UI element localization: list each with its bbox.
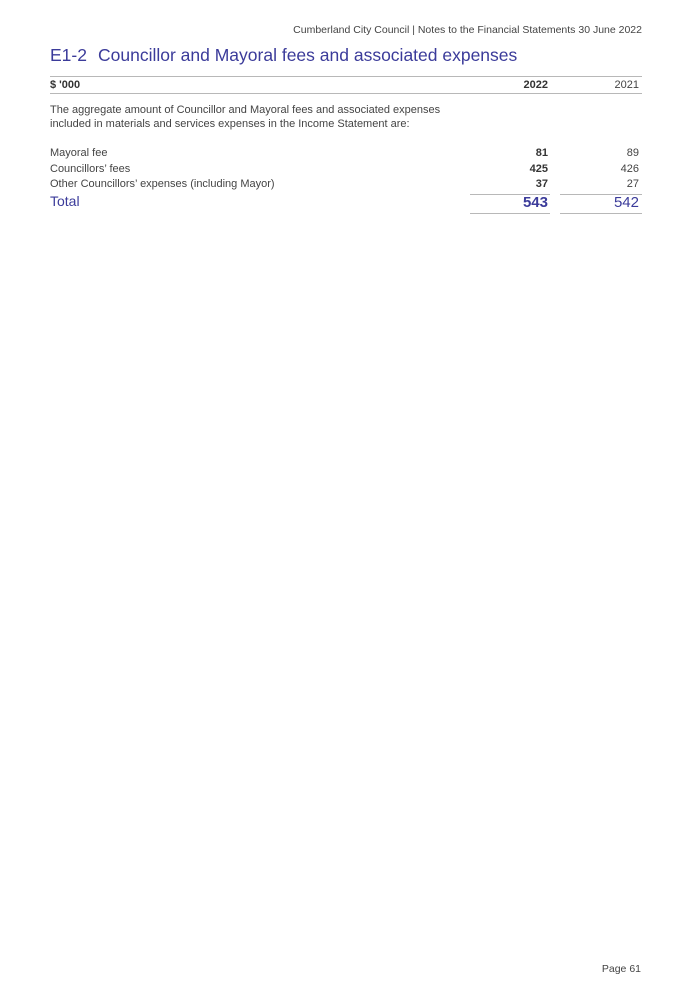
row-current-value: 37 xyxy=(535,178,548,190)
total-row xyxy=(50,194,642,214)
total-label: Total xyxy=(50,192,80,209)
fees-table xyxy=(50,76,642,214)
page-header: Cumberland City Council | Notes to the Financial Statements 30 June 2022 xyxy=(293,24,642,36)
section-title-text: Councillor and Mayoral fees and associated expenses xyxy=(98,45,518,65)
intro-line-2: included in materials and services expenses in the Income Statement are: xyxy=(50,117,410,130)
table-body xyxy=(50,146,642,214)
row-label: Mayoral fee xyxy=(50,147,108,159)
intro-text xyxy=(50,104,470,131)
page-number: Page 61 xyxy=(601,963,641,975)
section-code: E1-2 xyxy=(50,45,87,65)
table-row xyxy=(50,146,642,162)
intro-line-1: The aggregate amount of Councillor and Mayoral fees and associated expenses xyxy=(50,104,441,116)
units-label: $ '000 xyxy=(50,79,81,91)
section-title xyxy=(50,45,517,66)
table-row xyxy=(50,162,642,178)
row-label: Councillors’ fees xyxy=(50,162,131,175)
table-row xyxy=(50,177,642,193)
row-current-value: 425 xyxy=(529,162,548,175)
total-underline-prior xyxy=(560,213,642,214)
total-current-value: 543 xyxy=(522,193,548,211)
year-prior-header: 2021 xyxy=(614,79,639,91)
total-prior-value: 542 xyxy=(613,193,639,211)
row-prior-value: 27 xyxy=(626,178,639,190)
table-header-row xyxy=(50,76,642,94)
total-underline-current xyxy=(470,213,550,214)
row-current-value: 81 xyxy=(535,147,548,159)
row-prior-value: 89 xyxy=(626,147,639,159)
year-current-header: 2022 xyxy=(523,79,548,91)
row-prior-value: 426 xyxy=(620,162,639,175)
row-label: Other Councillors’ expenses (including Mayor) xyxy=(50,178,275,190)
